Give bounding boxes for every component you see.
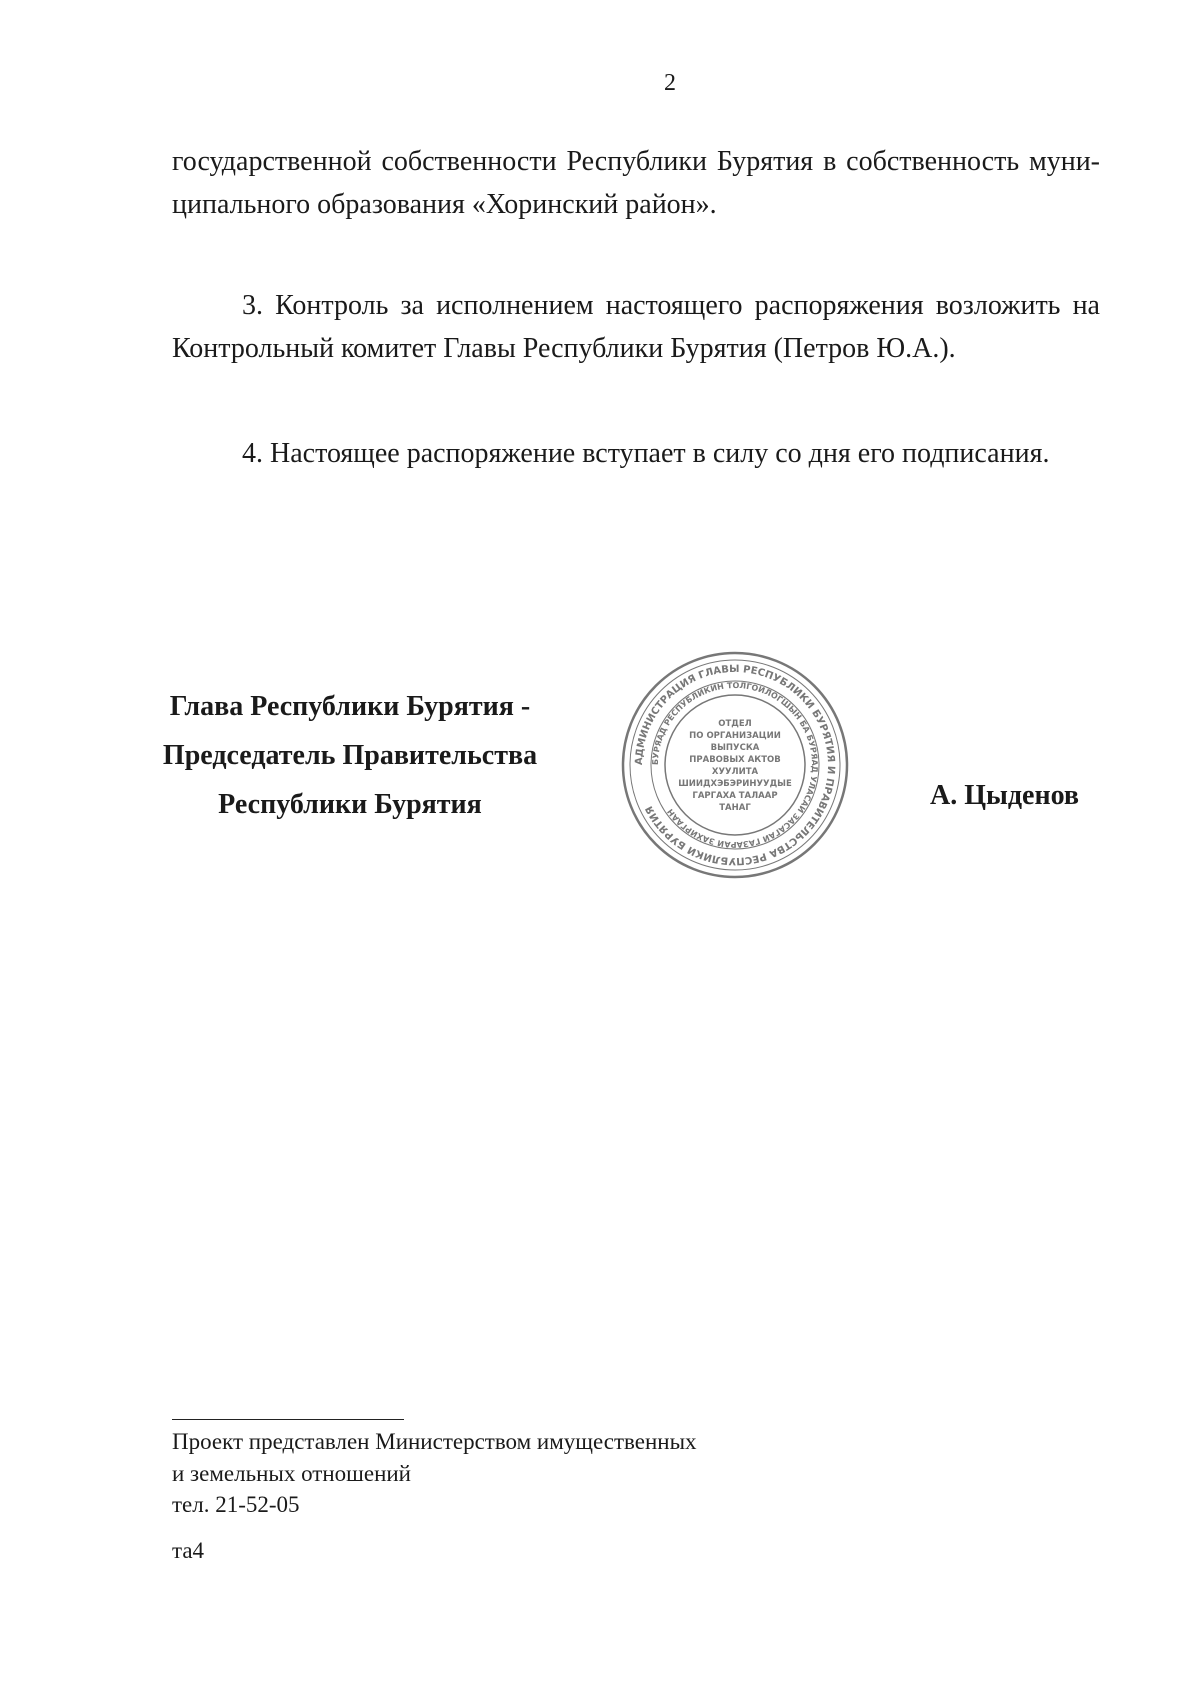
document-code: та4 — [172, 1538, 205, 1563]
signatory-title-line: Глава Республики Бурятия - — [169, 691, 531, 722]
seal-center-line: ПО ОРГАНИЗАЦИИ — [689, 731, 781, 741]
footer-line: тел. 21-52-05 — [172, 1492, 300, 1518]
footer-divider — [172, 1419, 404, 1420]
continuation-paragraph — [172, 140, 1100, 227]
seal-center-line: ШИИДХЭБЭРИНУУДЫЕ — [678, 779, 792, 789]
paragraph-line: ципального образования «Хоринский район». — [172, 189, 717, 221]
seal-center-line: ХУУЛИТА — [711, 767, 759, 777]
official-seal-stamp — [620, 650, 850, 880]
seal-center-line: ОТДЕЛ — [718, 719, 752, 729]
page-number: 2 — [664, 70, 676, 96]
seal-outer-ring-text: АДМИНИСТРАЦИЯ ГЛАВЫ РЕСПУБЛИКИ БУРЯТИЯ И ПРАВИТЕЛЬСТВА РЕСПУБЛИКИ БУРЯТИЯ — [633, 663, 837, 867]
seal-center-line: ВЫПУСКА — [710, 743, 760, 753]
footer-note — [172, 1426, 697, 1521]
paragraph-line: 4. Настоящее распоряжение вступает в силу со дня его подписания. — [242, 438, 1050, 469]
paragraph-line: 3. Контроль за исполнением настоящего распоряжения возложить на — [242, 290, 1100, 321]
paragraph-line: Контрольный комитет Главы Республики Бурятия (Петров Ю.А.). — [172, 333, 956, 365]
item-3-paragraph — [172, 284, 1100, 371]
signatory-title-line: Председатель Правительства — [162, 740, 538, 771]
footer-line: и земельных отношений — [172, 1460, 411, 1486]
signatory-name: А. Цыденов — [930, 780, 1080, 811]
seal-center-line: ГАРГАХА ТАЛААР — [692, 791, 778, 801]
signatory-title — [150, 682, 550, 829]
seal-center-text — [678, 719, 792, 813]
signatory-title-line: Республики Бурятия — [218, 789, 482, 820]
seal-center-line: ТАНАГ — [719, 803, 751, 813]
seal-center-line: ПРАВОВЫХ АКТОВ — [689, 755, 781, 765]
paragraph-line: государственной собственности Республики Бурятия в собственность муни- — [172, 146, 1100, 177]
seal-inner-ring-text: БУРЯАД РЕСПУБЛИКИН ТОЛГОЙЛОГШЫН БА БУРЯАД УЛАСАЙ ЗАСАГАЙ ГАЗАРАЙ ЗАХИРГААН — [650, 680, 820, 850]
item-4-paragraph — [172, 432, 1100, 475]
footer-line: Проект представлен Министерством имущественных — [172, 1429, 697, 1454]
